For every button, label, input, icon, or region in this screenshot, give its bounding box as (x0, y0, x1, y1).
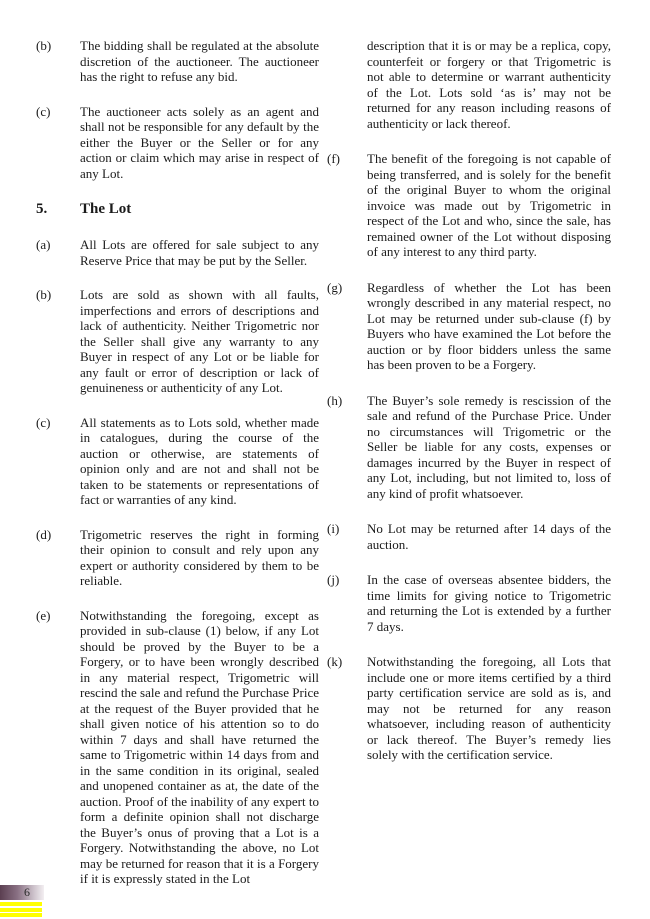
clause-text: No Lot may be returned after 14 days of the auction. (367, 521, 611, 552)
clause-text: Regardless of whether the Lot has been wrongly described in any material respect, no Lot may be returned under sub-clause (f) by Buyers who have examined the Lot before the auction or by floor bidders unless the same has been proven to be a Forgery. (367, 279, 611, 372)
clause-text: The auctioneer acts solely as an agent and shall not be responsible for any default by the either the Buyer or the Seller or for any action or claim which may arise in respect of any Lot. (80, 103, 319, 181)
clause-label: (i) (327, 521, 340, 536)
clause (327, 38, 611, 131)
clause (36, 608, 319, 887)
clause (36, 38, 319, 85)
clause-text: In the case of overseas absentee bidders, the time limits for giving notice to Trigometric and returning the Lot is extended by a further 7 days. (367, 572, 611, 634)
clause-text: All statements as to Lots sold, whether made in catalogues, during the course of the auction or otherwise, are statements of opinion only and are not and shall not be taken to be statements or representations of fact or warranties of any kind. (80, 414, 319, 507)
clause-text: The bidding shall be regulated at the absolute discretion of the auctioneer. The auctioneer has the right to refuse any bid. (80, 38, 319, 84)
page-number: 6 (24, 885, 30, 899)
yellow-stripe (0, 902, 42, 906)
clause (327, 572, 611, 634)
clause-label: (e) (36, 607, 51, 623)
clause-label: (c) (36, 414, 51, 430)
clause-text: Notwithstanding the foregoing, except as provided in sub-clause (1) below, if any Lot should be proved by the Buyer to be a Forgery, or to have been wrongly described in any material respect, Trigometric will rescind the sale and refund the Purchase Price at the request of the Buyer provided that he shall given notice of his attention so to do within 7 days and shall have returned the same to Trigometric within 14 days from and in the same condition in its original, sealed and unopened container as at, the date of the auction. Proof of the inability of any expert to form a definite opinion shall not discharge the Buyer’s onus of proving that a Lot is a Forgery. Notwithstanding the above, no Lot may be returned for reason that it is a Forgery if it is expressly stated in the Lot (80, 607, 319, 886)
right-column (327, 38, 611, 763)
clause-text: Notwithstanding the foregoing, all Lots that include one or more items certified by a third party certification service are sold as is, and may not be returned for any reason whatsoever, including reason of authenticity or lack thereof. The Buyer’s remedy lies solely with the certification service. (367, 654, 611, 762)
yellow-stripe (0, 908, 42, 912)
clause-text: All Lots are offered for sale subject to any Reserve Price that may be put by the Seller. (80, 237, 319, 268)
clause-text: The benefit of the foregoing is not capable of being transferred, and is solely for the benefit of the original Buyer to whom the original invoice was made out by Trigometric in respect of the Lot and who, since the sale, has remained owner of the Lot without disposing of any interest to any third party. (367, 151, 611, 259)
page-number-bar (0, 885, 44, 900)
clause-text: Lots are sold as shown with all faults, imperfections and errors of descriptions and lack of authenticity. Neither Trigometric nor the Seller shall give any warranty to any Buyer in respect of any Lot or be liable for any fault or error of description or lack of genuineness or authenticity of any Lot. (80, 287, 319, 395)
clause-text: The Buyer’s sole remedy is rescission of the sale and refund of the Purchase Price. Under no circumstances will Trigometric or the Seller be liable for any costs, expenses or damages incurred by the Buyer in respect of any Lot, including, but not limited to, loss of any kind of profit whatsoever. (367, 392, 611, 501)
clause-label: (d) (36, 526, 52, 542)
footer-stripes (0, 902, 42, 917)
clause-label: (c) (36, 103, 51, 119)
clause (36, 527, 319, 589)
yellow-stripe (0, 913, 42, 917)
clause-label: (f) (327, 151, 340, 166)
clause-label: (a) (36, 237, 51, 252)
left-column (36, 38, 319, 887)
clause (36, 237, 319, 268)
clause-text: description that it is or may be a replica, copy, counterfeit or forgery or that Trigometric is not able to determine or warrant authenticity of the Lot. Lots sold ‘as is’ may not be returned for any reason including reasons of authenticity or lack thereof. (367, 38, 611, 131)
clause-label: 5. (36, 201, 48, 217)
clause (36, 104, 319, 182)
clause-label: (h) (327, 392, 343, 408)
clause-text: Trigometric reserves the right in forming their opinion to consult and rely upon any expert or authority considered by them to be reliable. (80, 526, 319, 588)
clause-label: (b) (36, 38, 52, 53)
clause (327, 521, 611, 552)
clause-label: (j) (327, 572, 340, 587)
clause (36, 415, 319, 508)
clause (327, 280, 611, 373)
clause (36, 200, 319, 218)
clause (36, 287, 319, 396)
clause (327, 151, 611, 260)
clause-label: (b) (36, 287, 52, 302)
clause (327, 393, 611, 502)
clause-label: (k) (327, 654, 343, 669)
clause-text: The Lot (80, 201, 132, 217)
clause-label: (g) (327, 279, 343, 295)
clause (327, 654, 611, 763)
